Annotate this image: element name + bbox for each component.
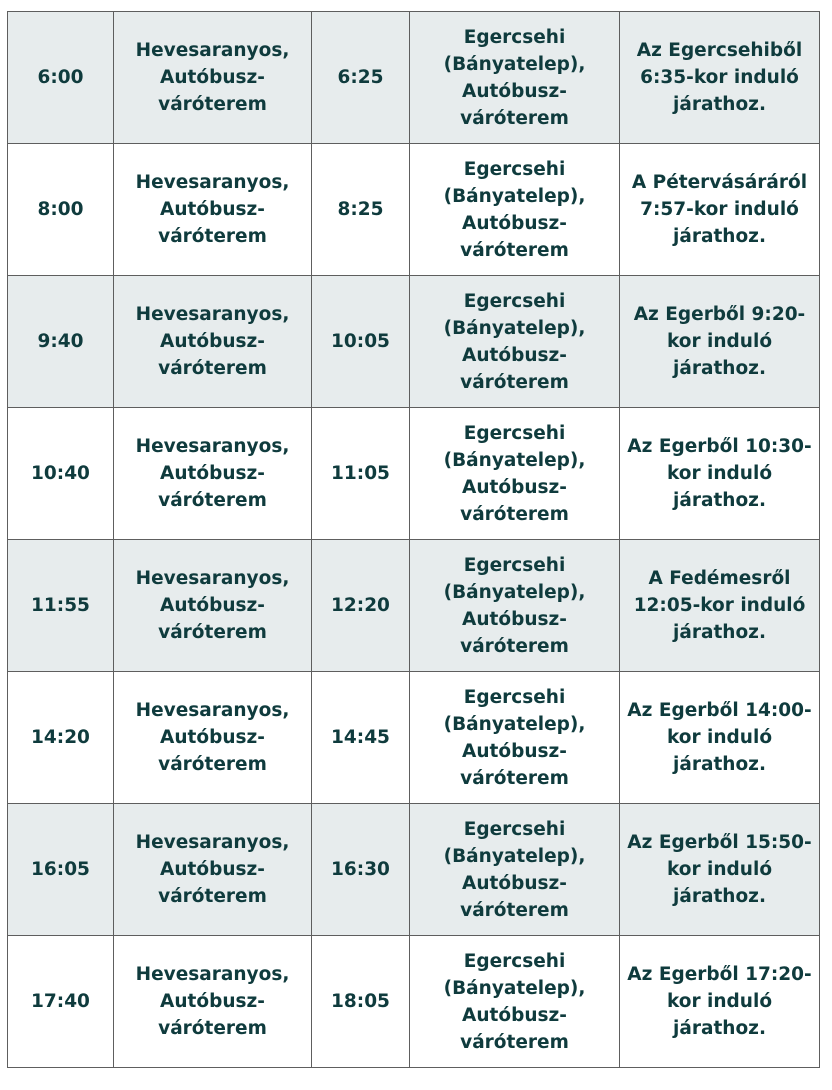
departure-time: 8:00 [37,199,84,220]
connection-note: A Pétervásáráról 7:57-kor induló járathoz. [631,172,808,247]
arrival-stop: Egercsehi (Bányatelep), Autóbusz- váróterem [443,26,586,129]
departure-time-cell [8,12,114,144]
departure-time-cell [8,144,114,276]
arrival-time: 12:20 [331,595,390,616]
connection-note: Az Egerből 17:20- kor induló járathoz. [627,964,812,1039]
departure-stop: Hevesaranyos, Autóbusz- váróterem [135,832,290,907]
arrival-stop: Egercsehi (Bányatelep), Autóbusz- váróterem [443,818,586,921]
departure-time-cell [8,276,114,408]
arrival-time: 18:05 [331,991,390,1012]
arrival-time-cell [312,408,410,540]
departure-time: 11:55 [31,595,90,616]
connection-note: Az Egerből 15:50- kor induló járathoz. [627,832,812,907]
connection-note-cell [620,672,820,804]
departure-stop-cell [114,144,312,276]
departure-stop-cell [114,276,312,408]
arrival-stop-cell [410,804,620,936]
arrival-time: 11:05 [331,463,390,484]
table-row [8,936,820,1068]
connection-note-cell [620,936,820,1068]
arrival-time-cell [312,144,410,276]
departure-time-cell [8,672,114,804]
connection-note: Az Egercsehiből 6:35-kor induló járathoz. [636,40,803,115]
arrival-time-cell [312,804,410,936]
arrival-stop-cell [410,276,620,408]
arrival-time: 8:25 [337,199,384,220]
table-row [8,276,820,408]
connection-note: Az Egerből 9:20- kor induló járathoz. [633,304,806,379]
connection-note-cell [620,804,820,936]
departure-stop: Hevesaranyos, Autóbusz- váróterem [135,568,290,643]
departure-stop-cell [114,936,312,1068]
arrival-stop-cell [410,144,620,276]
connection-note-cell [620,408,820,540]
arrival-stop-cell [410,540,620,672]
arrival-time-cell [312,936,410,1068]
arrival-stop: Egercsehi (Bányatelep), Autóbusz- váróterem [443,290,586,393]
arrival-time: 16:30 [331,859,390,880]
departure-stop-cell [114,804,312,936]
table-row [8,408,820,540]
arrival-stop: Egercsehi (Bányatelep), Autóbusz- váróterem [443,158,586,261]
arrival-time-cell [312,276,410,408]
arrival-stop: Egercsehi (Bányatelep), Autóbusz- váróterem [443,950,586,1053]
arrival-time: 10:05 [331,331,390,352]
connection-note-cell [620,540,820,672]
table-row [8,540,820,672]
arrival-stop: Egercsehi (Bányatelep), Autóbusz- váróterem [443,686,586,789]
arrival-time-cell [312,540,410,672]
table-row [8,144,820,276]
departure-stop-cell [114,12,312,144]
arrival-stop-cell [410,936,620,1068]
departure-stop-cell [114,672,312,804]
departure-time: 9:40 [37,331,84,352]
departure-time: 14:20 [31,727,90,748]
arrival-time: 6:25 [337,67,384,88]
table-row [8,672,820,804]
departure-time: 17:40 [31,991,90,1012]
departure-time-cell [8,936,114,1068]
departure-stop: Hevesaranyos, Autóbusz- váróterem [135,40,290,115]
departure-stop: Hevesaranyos, Autóbusz- váróterem [135,700,290,775]
departure-stop-cell [114,540,312,672]
departure-stop: Hevesaranyos, Autóbusz- váróterem [135,436,290,511]
table-row [8,12,820,144]
departure-time-cell [8,804,114,936]
departure-time: 6:00 [37,67,84,88]
arrival-stop-cell [410,12,620,144]
connection-note: Az Egerből 10:30- kor induló járathoz. [627,436,812,511]
arrival-time-cell [312,12,410,144]
departure-stop-cell [114,408,312,540]
departure-time: 10:40 [31,463,90,484]
departure-time: 16:05 [31,859,90,880]
connection-note-cell [620,276,820,408]
arrival-time-cell [312,672,410,804]
arrival-stop-cell [410,408,620,540]
table-row [8,804,820,936]
departure-stop: Hevesaranyos, Autóbusz- váróterem [135,304,290,379]
arrival-stop: Egercsehi (Bányatelep), Autóbusz- váróterem [443,422,586,525]
departure-stop: Hevesaranyos, Autóbusz- váróterem [135,172,290,247]
connection-note-cell [620,12,820,144]
timetable [7,11,820,1068]
departure-time-cell [8,408,114,540]
connection-note: Az Egerből 14:00- kor induló járathoz. [627,700,812,775]
arrival-stop: Egercsehi (Bányatelep), Autóbusz- váróterem [443,554,586,657]
connection-note-cell [620,144,820,276]
arrival-time: 14:45 [331,727,390,748]
departure-stop: Hevesaranyos, Autóbusz- váróterem [135,964,290,1039]
arrival-stop-cell [410,672,620,804]
connection-note: A Fedémesről 12:05-kor induló járathoz. [633,568,806,643]
departure-time-cell [8,540,114,672]
